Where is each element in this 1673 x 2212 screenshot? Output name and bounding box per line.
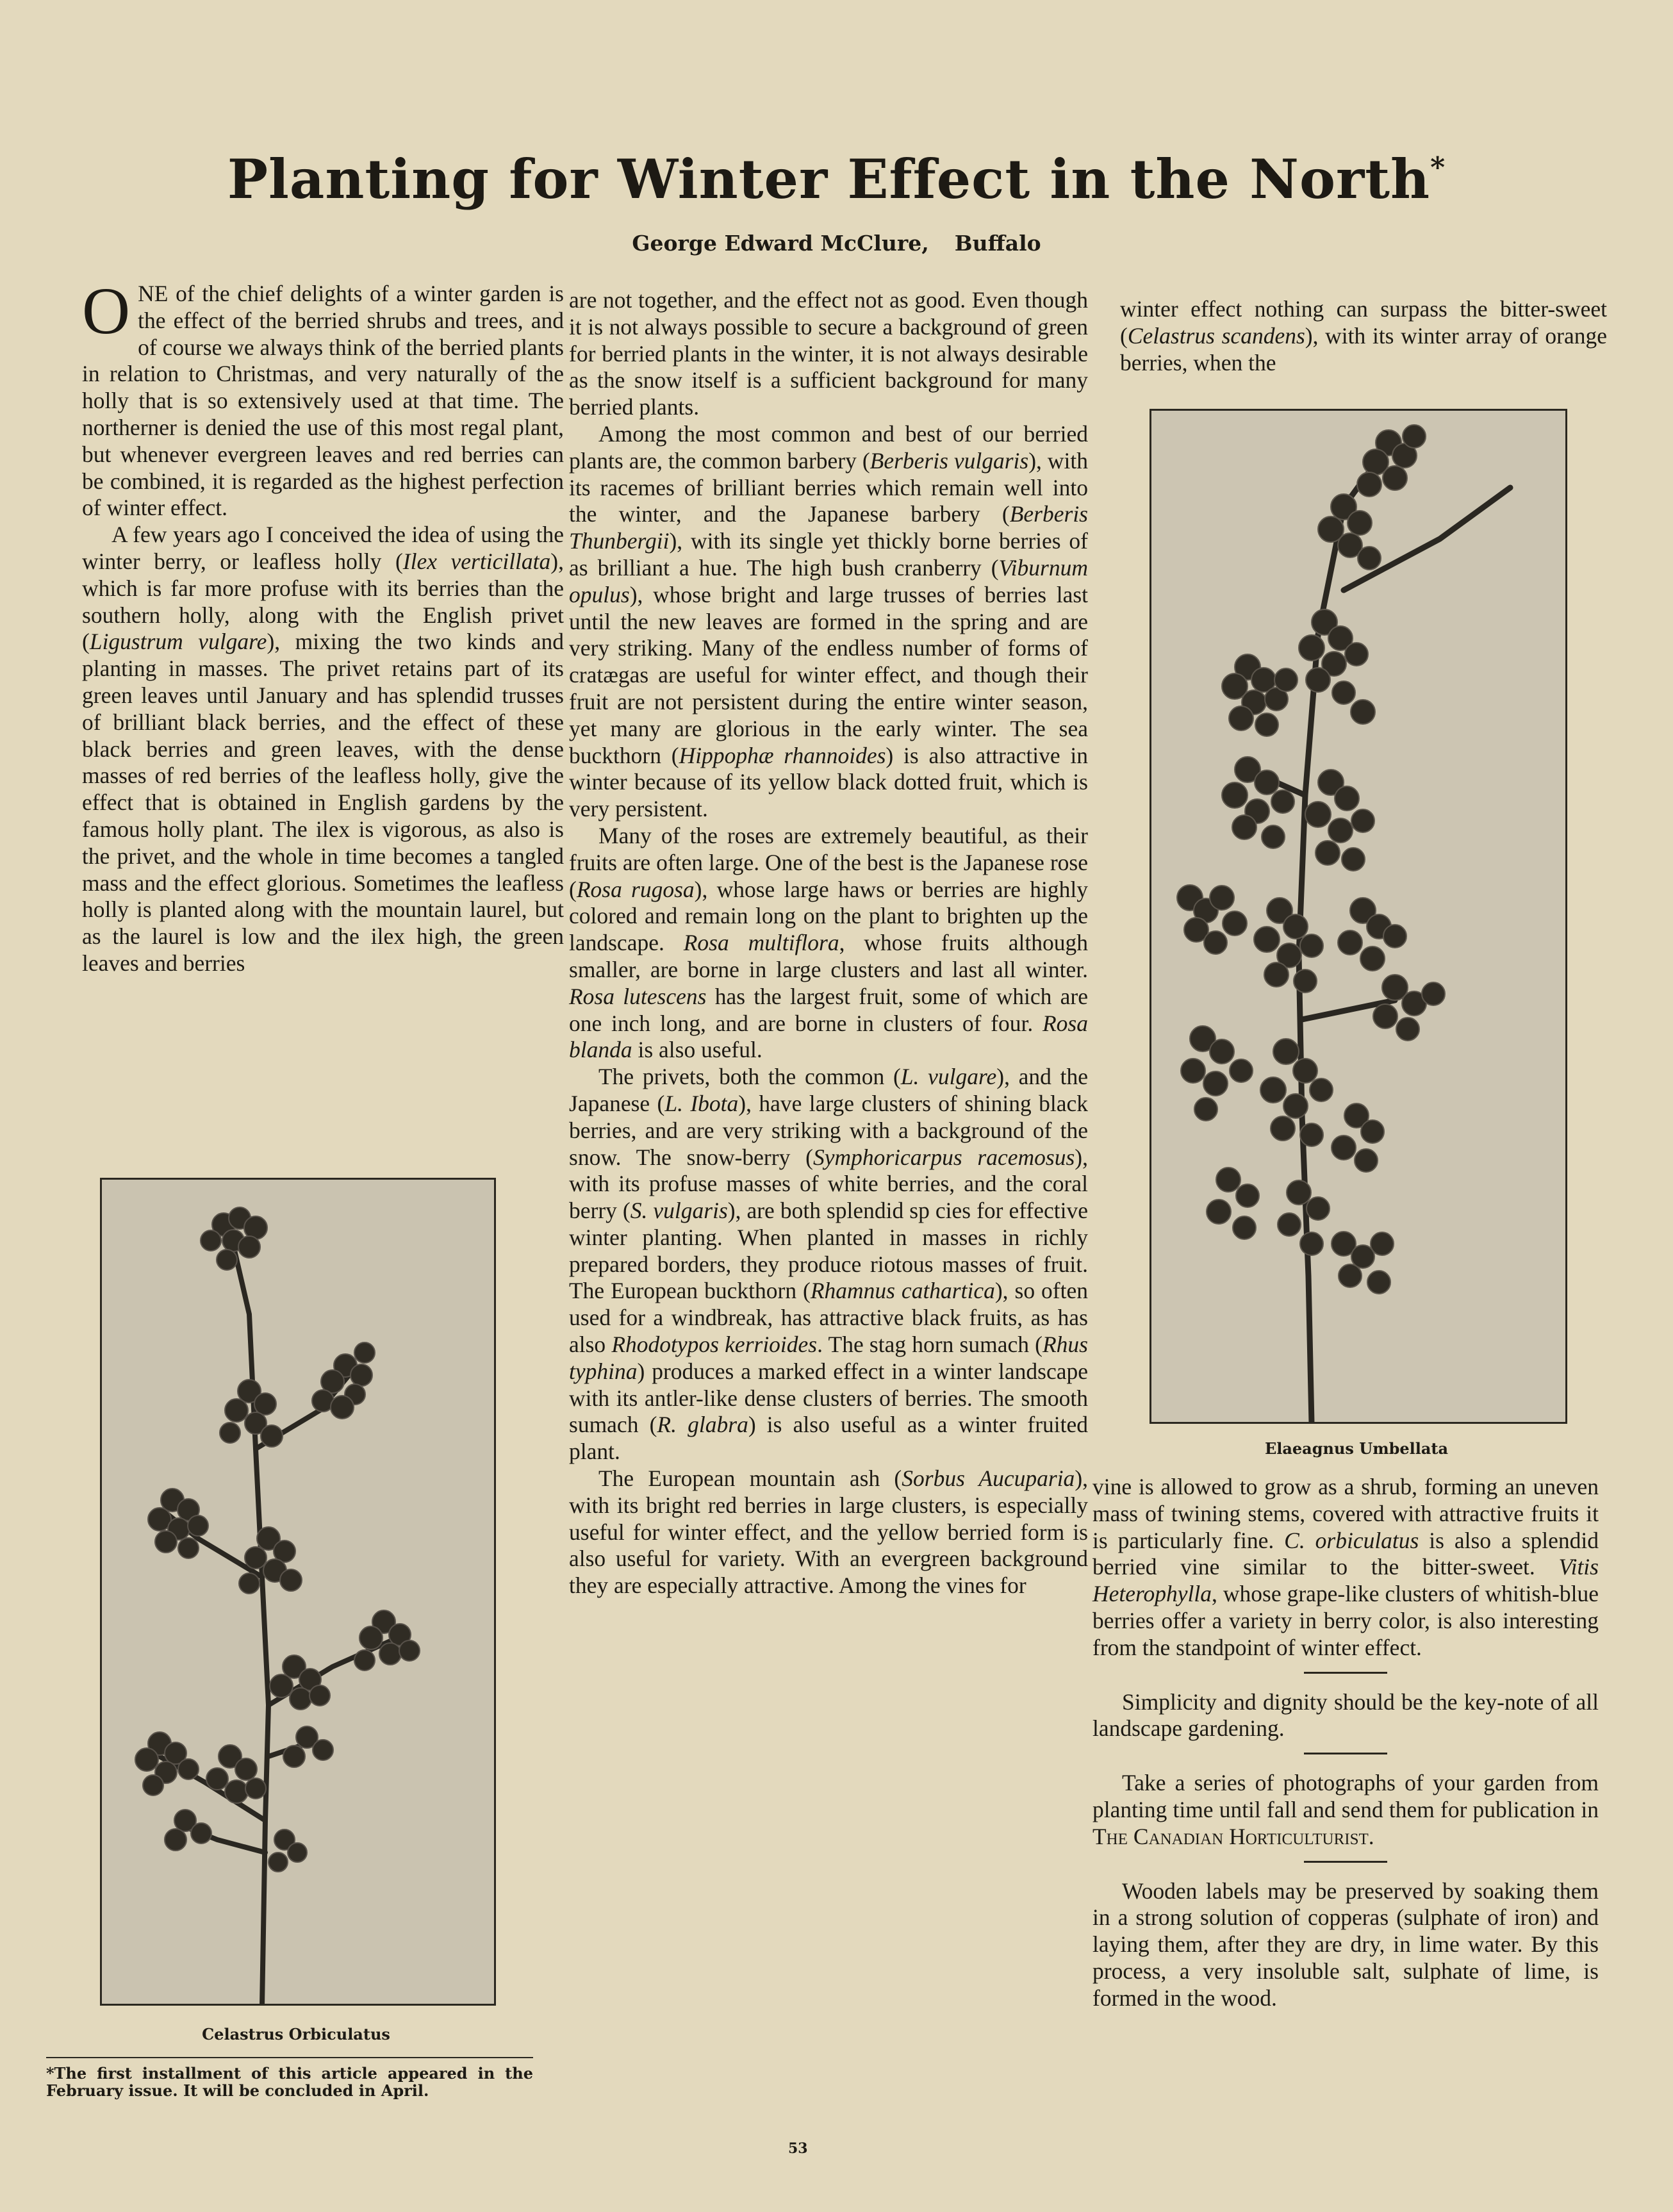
title-footnote-mark: * — [1430, 151, 1446, 184]
divider — [1304, 1753, 1387, 1754]
byline — [0, 231, 1673, 256]
paragraph: ONE of the chief delights of a winter garden is the effect of the berried shrubs and trees, and of course we always think of the berried plants in relation to Christmas, and very naturally of the holly that is so extensively used at that time. The northerner is denied the use of this most regal plant, but whenever evergreen leaves and red berries can be combined, it is regarded as the highest perfection of winter effect. — [82, 274, 564, 521]
author-location: Buffalo — [954, 231, 1041, 256]
article-title: Planting for Winter Effect in the North* — [227, 147, 1446, 211]
photo-celastrus-orbiculatus — [100, 1178, 496, 2006]
column-3-top — [1120, 296, 1607, 376]
column-2 — [569, 287, 1088, 1599]
column-3-bottom — [1092, 1474, 1599, 2012]
paragraph: A few years ago I conceived the idea of using the winter berry, or leafless holly (Ilex verticillata), which is far more profuse with its berries than the southern holly, along with the English privet (Ligustrum vulgare), mixing the two kinds and planting in masses. The privet retains part of its green leaves until January and has splendid trusses of brilliant black berries, and the effect of these black berries and green leaves, with the dense masses of red berries of the leafless holly, give the effect that is obtained in English gardens by the famous holly plant. The ilex is vigorous, as also is the privet, and the whole in time becomes a tangled mass and the effect glorious. Sometimes the leafless holly is planted along with the mountain laurel, but as the laurel is low and the ilex high, the green leaves and berries — [82, 522, 564, 976]
filler-note: Take a series of photographs of your garden from planting time until fall and send them for publication in The Canadian Horticulturist. — [1092, 1770, 1599, 1849]
paragraph: The European mountain ash (Sorbus Aucuparia), with its bright red berries in large clusters, is especially useful for winter effect, and the yellow berried form is also useful for variety. With an evergreen background they are especially attractive. Among the vines for — [569, 1465, 1089, 1599]
footnote-rule — [46, 2057, 533, 2058]
figure-caption-right: Elaeagnus Umbellata — [1264, 1439, 1449, 1458]
paragraph: The privets, both the common (L. vulgare), and the Japanese (L. Ibota), have large clusters of shining black berries, and are very striking with a background of the snow. The snow-berry (Symphoricarpus racemosus), with its profuse masses of white berries, and the coral berry (S. vulgaris), are both splendid sp cies for effective winter planting. When planted in masses in richly prepared borders, they produce riotous masses of fruit. The European buckthorn (Rhamnus cathartica), so often used for a windbreak, has attractive black fruits, as has also Rhodotypos kerrioides. The stag horn sumach (Rhus typhina) produces a marked effect in a winter landscape with its antler-like dense clusters of berries. The smooth sumach (R. glabra) is also useful as a winter fruited plant. — [569, 1064, 1088, 1465]
paragraph: vine is allowed to grow as a shrub, forming an uneven mass of twining stems, covered with attractive fruits it is particularly fine. C. orbiculatus is also a splendid berried vine similar to the bitter-sweet. Vitis Heterophylla, whose grape-like clusters of whitish-blue berries offer a variety in berry color, is also interesting from the standpoint of winter effect. — [1092, 1474, 1599, 1660]
paragraph: winter effect nothing can surpass the bitter-sweet (Celastrus scandens), with its winter array of orange berries, when the — [1120, 296, 1607, 376]
divider — [1304, 1672, 1387, 1674]
paragraph: Many of the roses are extremely beautiful, as their fruits are often large. One of the best is the Japanese rose (Rosa rugosa), whose large haws or berries are highly colored and remain long on the plant to brighten up the landscape. Rosa multiflora, whose fruits although smaller, are borne in large clusters and last all winter. Rosa lutescens has the largest fruit, some of which are one inch long, and are borne in clusters of four. Rosa blanda is also useful. — [569, 822, 1088, 1063]
berry-branch-illustration — [1151, 411, 1565, 1422]
filler-note: Wooden labels may be preserved by soaking them in a strong solution of copperas (sulphate of iron) and laying them, after they are dry, in lime water. By this process, a very insoluble salt, sulphate of lime, is formed in the wood. — [1092, 1878, 1599, 2011]
paragraph: Among the most common and best of our berried plants are, the common barbery (Berberis vulgaris), with its racemes of brilliant berries which remain well into the winter, and the Japanese barbery (Berberis Thunbergii), with its single yet thickly borne berries of as brilliant a hue. The high bush cranberry (Viburnum opulus), whose bright and large trusses of berries last until the new leaves are formed in the spring and are very striking. Many of the endless number of forms of cratægas are useful for winter effect, and though their fruit are not persistent during the entire winter season, yet many are glorious in the early winter. The sea buckthorn (Hippophæ rhannoides) is also attractive in winter because of its yellow black dotted fruit, which is very persistent. — [569, 420, 1089, 822]
berry-branch-illustration — [102, 1180, 494, 2004]
drop-cap: O — [82, 274, 131, 348]
column-1 — [82, 274, 564, 977]
photo-elaeagnus-umbellata — [1150, 409, 1567, 1424]
figure-caption-left: Celastrus Orbiculatus — [202, 2025, 390, 2043]
footnote: *The first installment of this article appeared in the February issue. It will be concluded in April. — [46, 2064, 533, 2100]
divider — [1304, 1861, 1387, 1863]
page-number: 53 — [788, 2140, 808, 2157]
paragraph: are not together, and the effect not as good. Even though it is not always possible to secure a background of green for berried plants in the winter, it is not always desirable as the snow itself is a sufficient background for many berried plants. — [569, 287, 1088, 420]
author-name: George Edward McClure, — [632, 231, 929, 256]
filler-note: Simplicity and dignity should be the key-note of all landscape gardening. — [1092, 1688, 1599, 1742]
